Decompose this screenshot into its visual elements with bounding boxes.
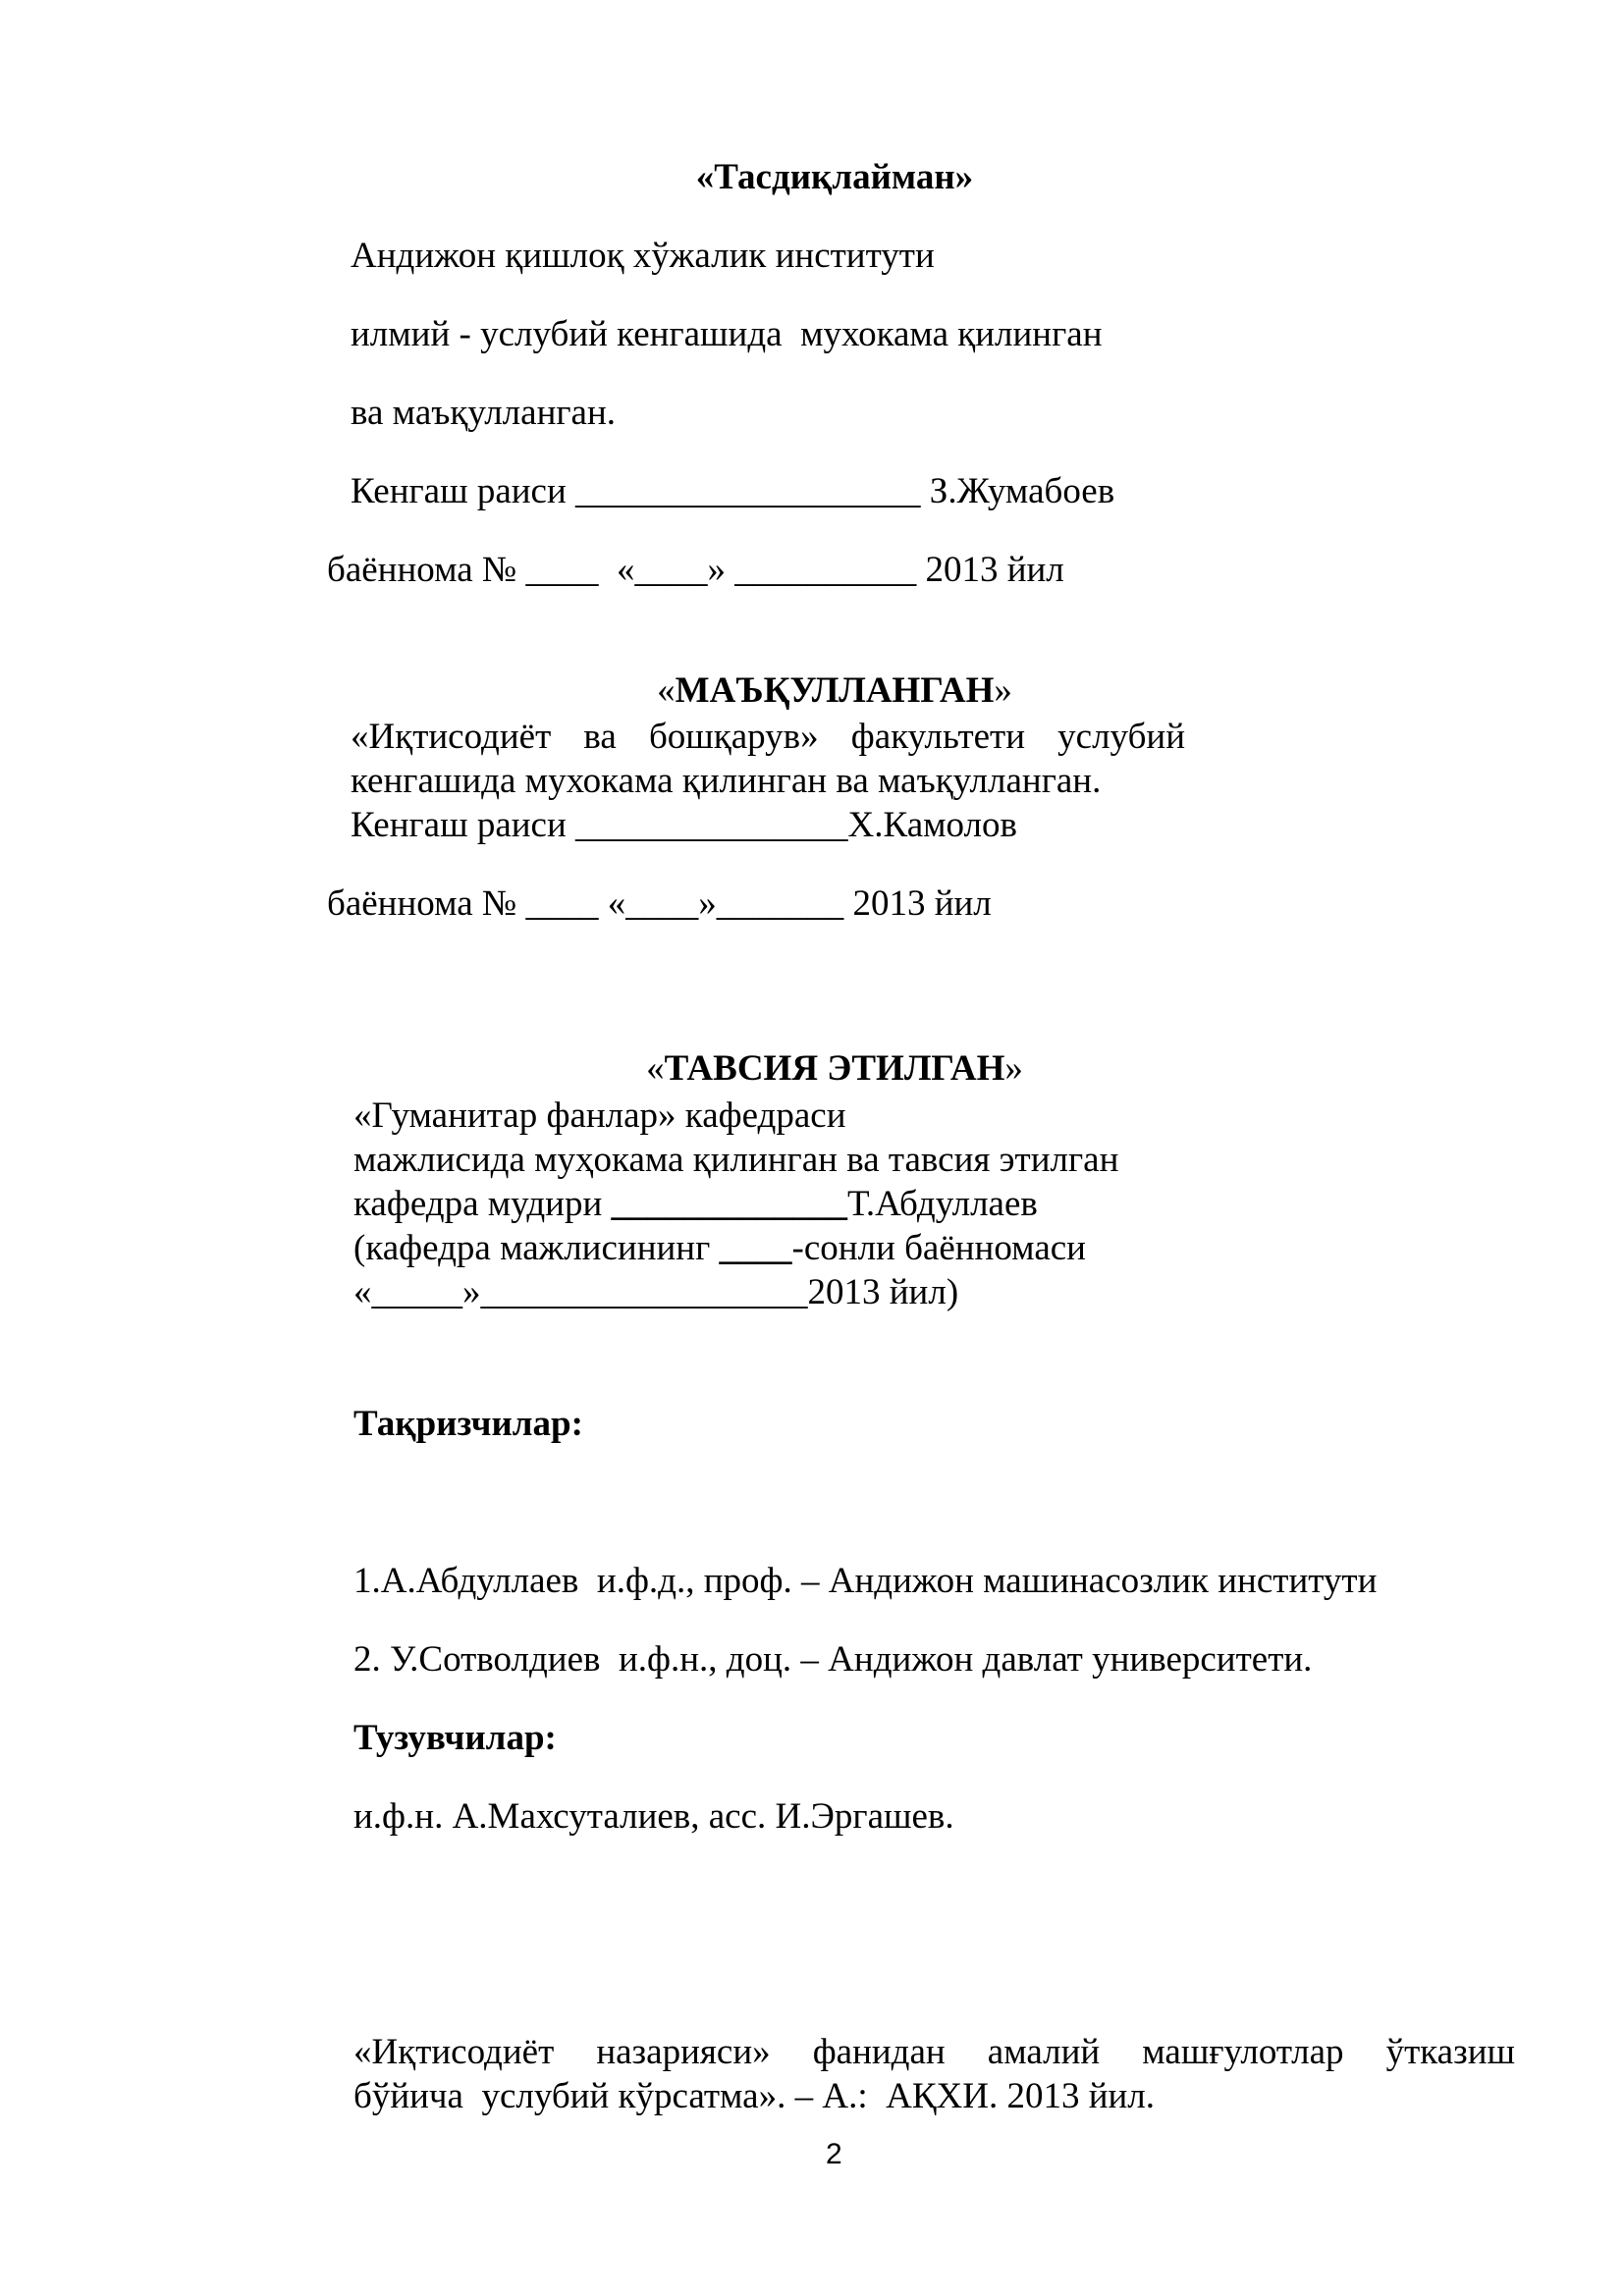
approve-line-2: илмий - услубий кенгашида мухокама қилинган <box>351 314 1103 354</box>
approved-line-1: «Иқтисодиёт ва бошқарув» факультети услубий <box>351 717 1185 757</box>
approved-line-2: кенгашида мухокама қилинган ва маъқулланган. <box>351 761 1102 801</box>
approved-chair-signature: Кенгаш раиси _______________Х.Камолов <box>351 805 1017 845</box>
recommended-date: «_____»__________________2013 йил) <box>353 1272 959 1312</box>
approved-heading: «МАЪҚУЛЛАНГАН» <box>657 670 1012 711</box>
compilers-title: Тузувчилар: <box>353 1718 557 1758</box>
approve-line-1: Андижон қишлоқ хўжалик институти <box>351 236 935 276</box>
recommended-head-signature: кафедра мудири _____________Т.Абдуллаев <box>353 1184 1038 1224</box>
compilers-names: и.ф.н. А.Махсуталиев, асс. И.Эргашев. <box>353 1796 954 1837</box>
approve-chair-signature: Кенгаш раиси ___________________ З.Жумабоев <box>351 471 1115 511</box>
page-number: 2 <box>826 2138 842 2170</box>
recommended-line-1: «Гуманитар фанлар» кафедраси <box>353 1095 846 1136</box>
approve-heading: «Тасдиқлайман» <box>695 157 974 197</box>
approved-protocol: баённома № ____ «____»_______ 2013 йил <box>327 883 992 924</box>
reviewer-2: 2. У.Сотволдиев и.ф.н., доц. – Андижон давлат университети. <box>353 1639 1313 1680</box>
approve-protocol: баённома № ____ «____» __________ 2013 йил <box>327 550 1064 590</box>
approve-line-3: ва маъқулланган. <box>351 393 617 433</box>
recommended-heading: «ТАВСИЯ ЭТИЛГАН» <box>646 1048 1023 1089</box>
reviewers-title: Тақризчилар: <box>353 1404 583 1444</box>
reviewer-1: 1.А.Абдуллаев и.ф.д., проф. – Андижон машинасозлик институти <box>353 1561 1378 1601</box>
citation-line-2: бўйича услубий кўрсатма». – А.: АҚХИ. 2013 йил. <box>353 2076 1156 2116</box>
citation-line-1: «Иқтисодиёт назарияси» фанидан амалий машғулотлар ўтказиш <box>353 2032 1515 2072</box>
recommended-minutes: (кафедра мажлисининг ____-сонли баённомаси <box>353 1228 1086 1268</box>
recommended-line-2: мажлисида муҳокама қилинган ва тавсия этилган <box>353 1140 1119 1180</box>
